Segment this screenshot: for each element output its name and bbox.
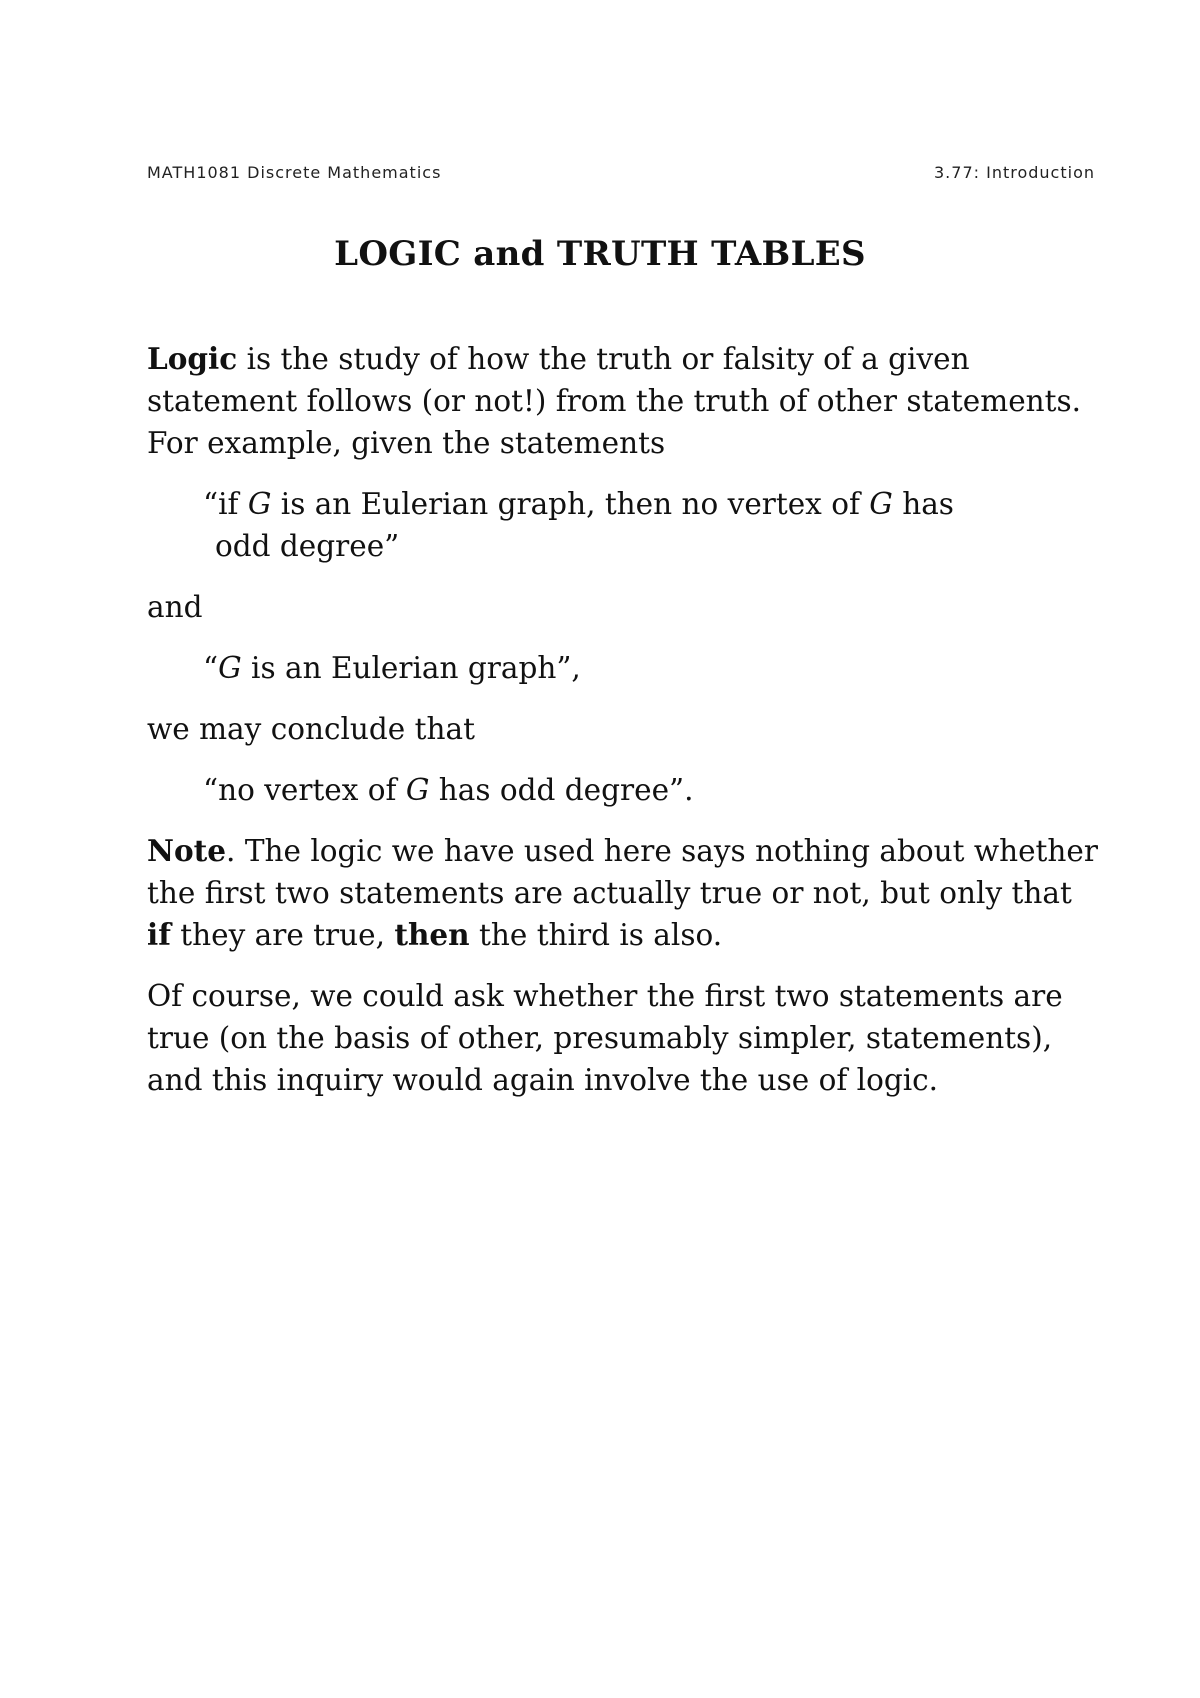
- note-paragraph: Note. The logic we have used here says nothing about whether the first two statements are actually true or not, but only that if they are true, then the third is also.: [147, 833, 1098, 952]
- quote-statement-2: “G is an Eulerian graph”,: [203, 651, 581, 685]
- logic-term: Logic: [147, 341, 238, 376]
- intro-paragraph: Logic is the study of how the truth or falsity of a given statement follows (or not!) from the truth of other statements. For example, given the statements: [147, 341, 1082, 460]
- course-name: MATH1081 Discrete Mathematics: [147, 163, 442, 182]
- body-text: [147, 338, 1102, 1120]
- and-line: and: [147, 590, 203, 624]
- quote-statement-3: “no vertex of G has odd degree”.: [203, 773, 694, 807]
- quote-statement-1: “if G is an Eulerian graph, then no vertex of G has odd degree”: [203, 487, 954, 563]
- running-header: [147, 163, 1095, 182]
- conclude-line: we may conclude that: [147, 712, 475, 746]
- section-label: 3.77: Introduction: [934, 163, 1095, 182]
- then-keyword: then: [394, 917, 470, 952]
- if-keyword: if: [147, 917, 171, 952]
- closing-paragraph: Of course, we could ask whether the first two statements are true (on the basis of other, presumably simpler, statements), and this inquiry would again involve the use of logic.: [147, 979, 1063, 1097]
- page-title: LOGIC and TRUTH TABLES: [334, 234, 866, 274]
- note-label: Note: [147, 833, 227, 868]
